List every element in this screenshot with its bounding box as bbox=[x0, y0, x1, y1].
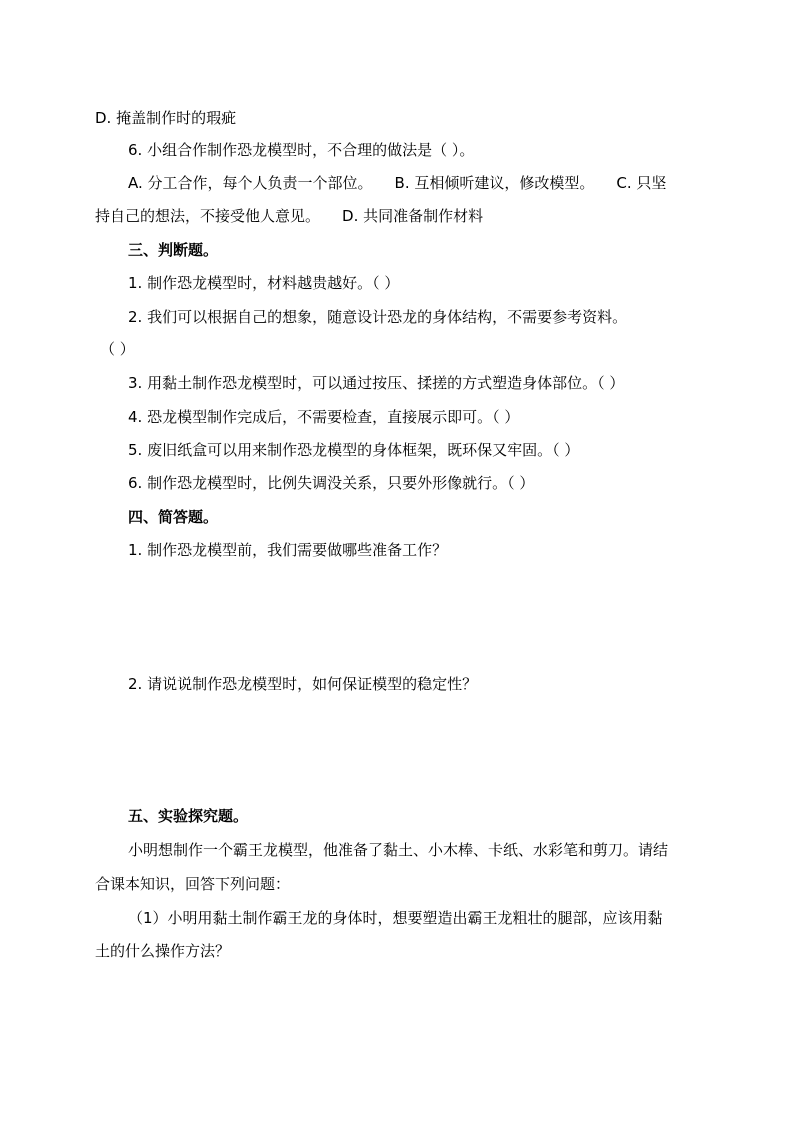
q6-stem: 6. 小组合作制作恐龙模型时，不合理的做法是（ ）。 bbox=[128, 141, 475, 159]
q6-option-c-part1: C. 只坚 bbox=[616, 174, 667, 192]
q6-options-line1 bbox=[128, 173, 666, 193]
section5-sub1-line1: （1）小明用黏土制作霸王龙的身体时，想要塑造出霸王龙粗壮的腿部，应该用黏 bbox=[128, 909, 663, 927]
section5-intro-line1: 小明想制作一个霸王龙模型，他准备了黏土、小木棒、卡纸、水彩笔和剪刀。请结 bbox=[128, 841, 669, 859]
section3-title: 三、判断题。 bbox=[128, 241, 219, 259]
q6-options-line2 bbox=[95, 206, 483, 226]
q6-option-b: B. 互相倾听建议，修改模型。 bbox=[394, 174, 595, 192]
q6-option-c-part2: 持自己的想法，不接受他人意见。 bbox=[95, 207, 321, 225]
section3-item-5: 5. 废旧纸盒可以用来制作恐龙模型的身体框架，既环保又牢固。（ ） bbox=[128, 441, 580, 459]
section3-item-2-blank: （ ） bbox=[100, 340, 135, 358]
section5-title: 五、实验探究题。 bbox=[128, 807, 249, 825]
section3-item-6: 6. 制作恐龙模型时，比例失调没关系，只要外形像就行。（ ） bbox=[128, 474, 535, 492]
q5-option-d: D. 掩盖制作时的瑕疵 bbox=[95, 109, 237, 127]
section5-sub1-line2: 土的什么操作方法？ bbox=[95, 942, 231, 960]
section3-item-3: 3. 用黏土制作恐龙模型时，可以通过按压、揉搓的方式塑造身体部位。（ ） bbox=[128, 374, 625, 392]
section4-title: 四、简答题。 bbox=[128, 508, 219, 526]
section4-q2: 2. 请说说制作恐龙模型时，如何保证模型的稳定性？ bbox=[128, 675, 478, 693]
q6-option-a: A. 分工合作，每个人负责一个部位。 bbox=[128, 174, 373, 192]
section5-intro-line2: 合课本知识，回答下列问题： bbox=[95, 875, 291, 893]
section3-item-4: 4. 恐龙模型制作完成后，不需要检查，直接展示即可。（ ） bbox=[128, 408, 520, 426]
q6-option-d: D. 共同准备制作材料 bbox=[342, 207, 484, 225]
section3-item-2: 2. 我们可以根据自己的想象，随意设计恐龙的身体结构，不需要参考资料。 bbox=[128, 308, 628, 326]
section4-q1: 1. 制作恐龙模型前，我们需要做哪些准备工作？ bbox=[128, 541, 448, 559]
section3-item-1: 1. 制作恐龙模型时，材料越贵越好。（ ） bbox=[128, 274, 400, 292]
